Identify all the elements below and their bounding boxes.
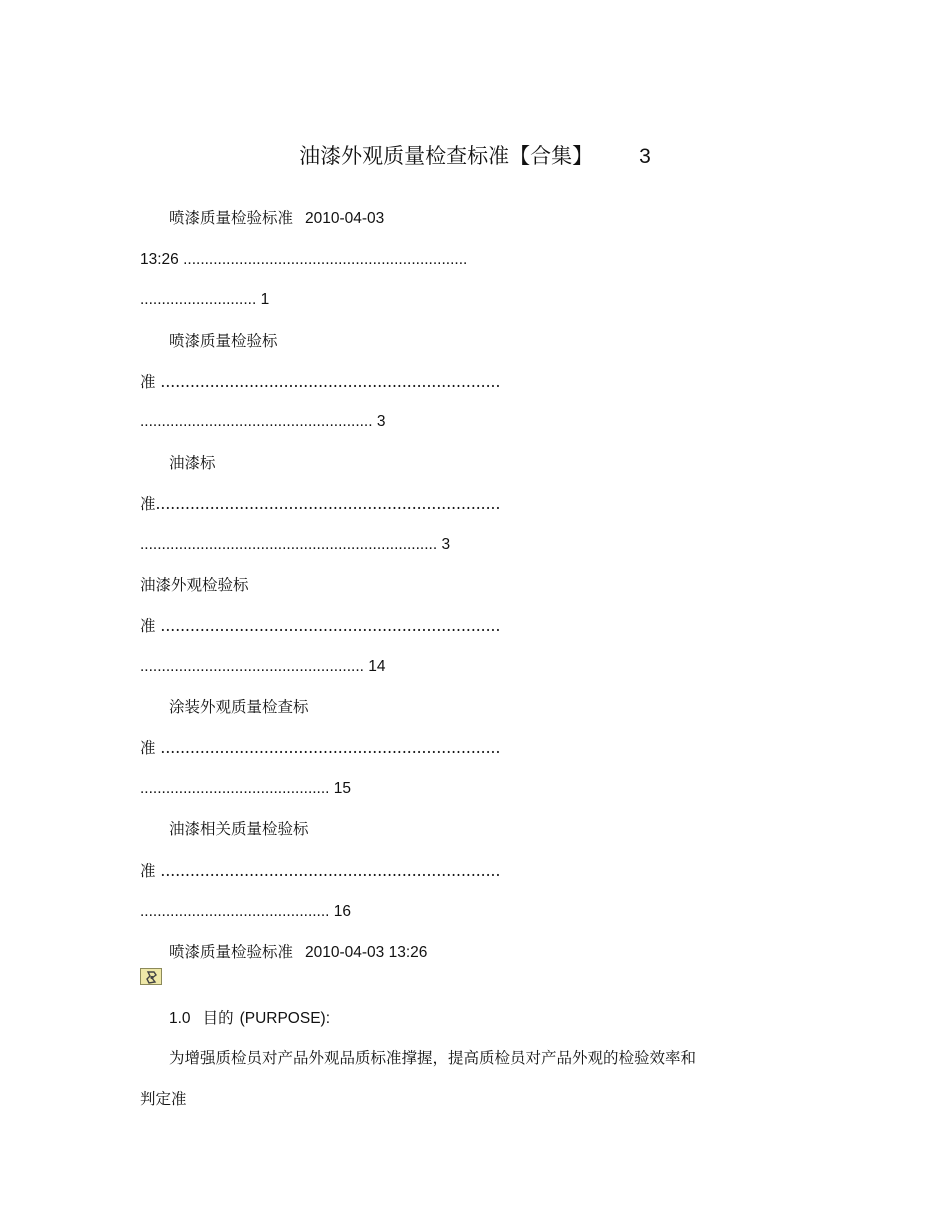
document-title <box>0 140 950 173</box>
purpose-number: 1.0 <box>169 1010 191 1027</box>
toc-entry-6-page: ............................................ 16 <box>140 903 352 920</box>
purpose-heading <box>169 1007 330 1030</box>
toc-entry-4-title[interactable]: 油漆外观检验标 <box>140 576 249 594</box>
purpose-english: (PURPOSE): <box>239 1010 331 1027</box>
toc-entry-3-title[interactable]: 油漆标 <box>169 454 216 472</box>
toc-entry-3-leader: 准...................................................................... <box>140 495 501 513</box>
section-heading-date: 2010-04-03 13:26 <box>305 944 428 961</box>
section-heading <box>169 941 427 964</box>
toc-entry-2-leader: 准 ..................................................................... <box>140 373 501 391</box>
toc-entry-6-title[interactable]: 油漆相关质量检验标 <box>169 820 309 838</box>
toc-entry-3-page: ..................................................................... 3 <box>140 536 451 553</box>
section-heading-name: 喷漆质量检验标准 <box>169 943 294 961</box>
toc-entry-5-page: ............................................ 15 <box>140 780 352 797</box>
title-text: 油漆外观质量检查标准【合集】 <box>299 144 594 168</box>
purpose-label: 目的 <box>202 1009 234 1027</box>
toc-entry-5-leader: 准 ..................................................................... <box>140 739 501 757</box>
toc-entry-5-title[interactable]: 涂装外观质量检查标 <box>169 698 309 716</box>
toc-entry-2-title[interactable]: 喷漆质量检验标 <box>169 332 278 350</box>
purpose-paragraph-line-2: 判定准 <box>140 1090 187 1108</box>
toc-entry-name: 喷漆质量检验标准 <box>169 209 294 227</box>
toc-entry-1-leader: 13:26 .................................................................. <box>140 251 468 268</box>
embedded-image-icon <box>140 968 162 985</box>
title-page-number: 3 <box>639 145 651 168</box>
toc-entry-1-page: ........................... 1 <box>140 291 270 308</box>
toc-entry-2-page: ...................................................... 3 <box>140 413 386 430</box>
purpose-paragraph-line-1: 为增强质检员对产品外观品质标准撑握，提高质检员对产品外观的检验效率和 <box>169 1049 697 1067</box>
toc-entry-date: 2010-04-03 <box>305 210 385 227</box>
toc-entry-1-title[interactable] <box>169 207 384 230</box>
toc-entry-6-leader: 准 ..................................................................... <box>140 862 501 880</box>
toc-entry-4-page: .................................................... 14 <box>140 658 386 675</box>
toc-entry-4-leader: 准 ..................................................................... <box>140 617 501 635</box>
